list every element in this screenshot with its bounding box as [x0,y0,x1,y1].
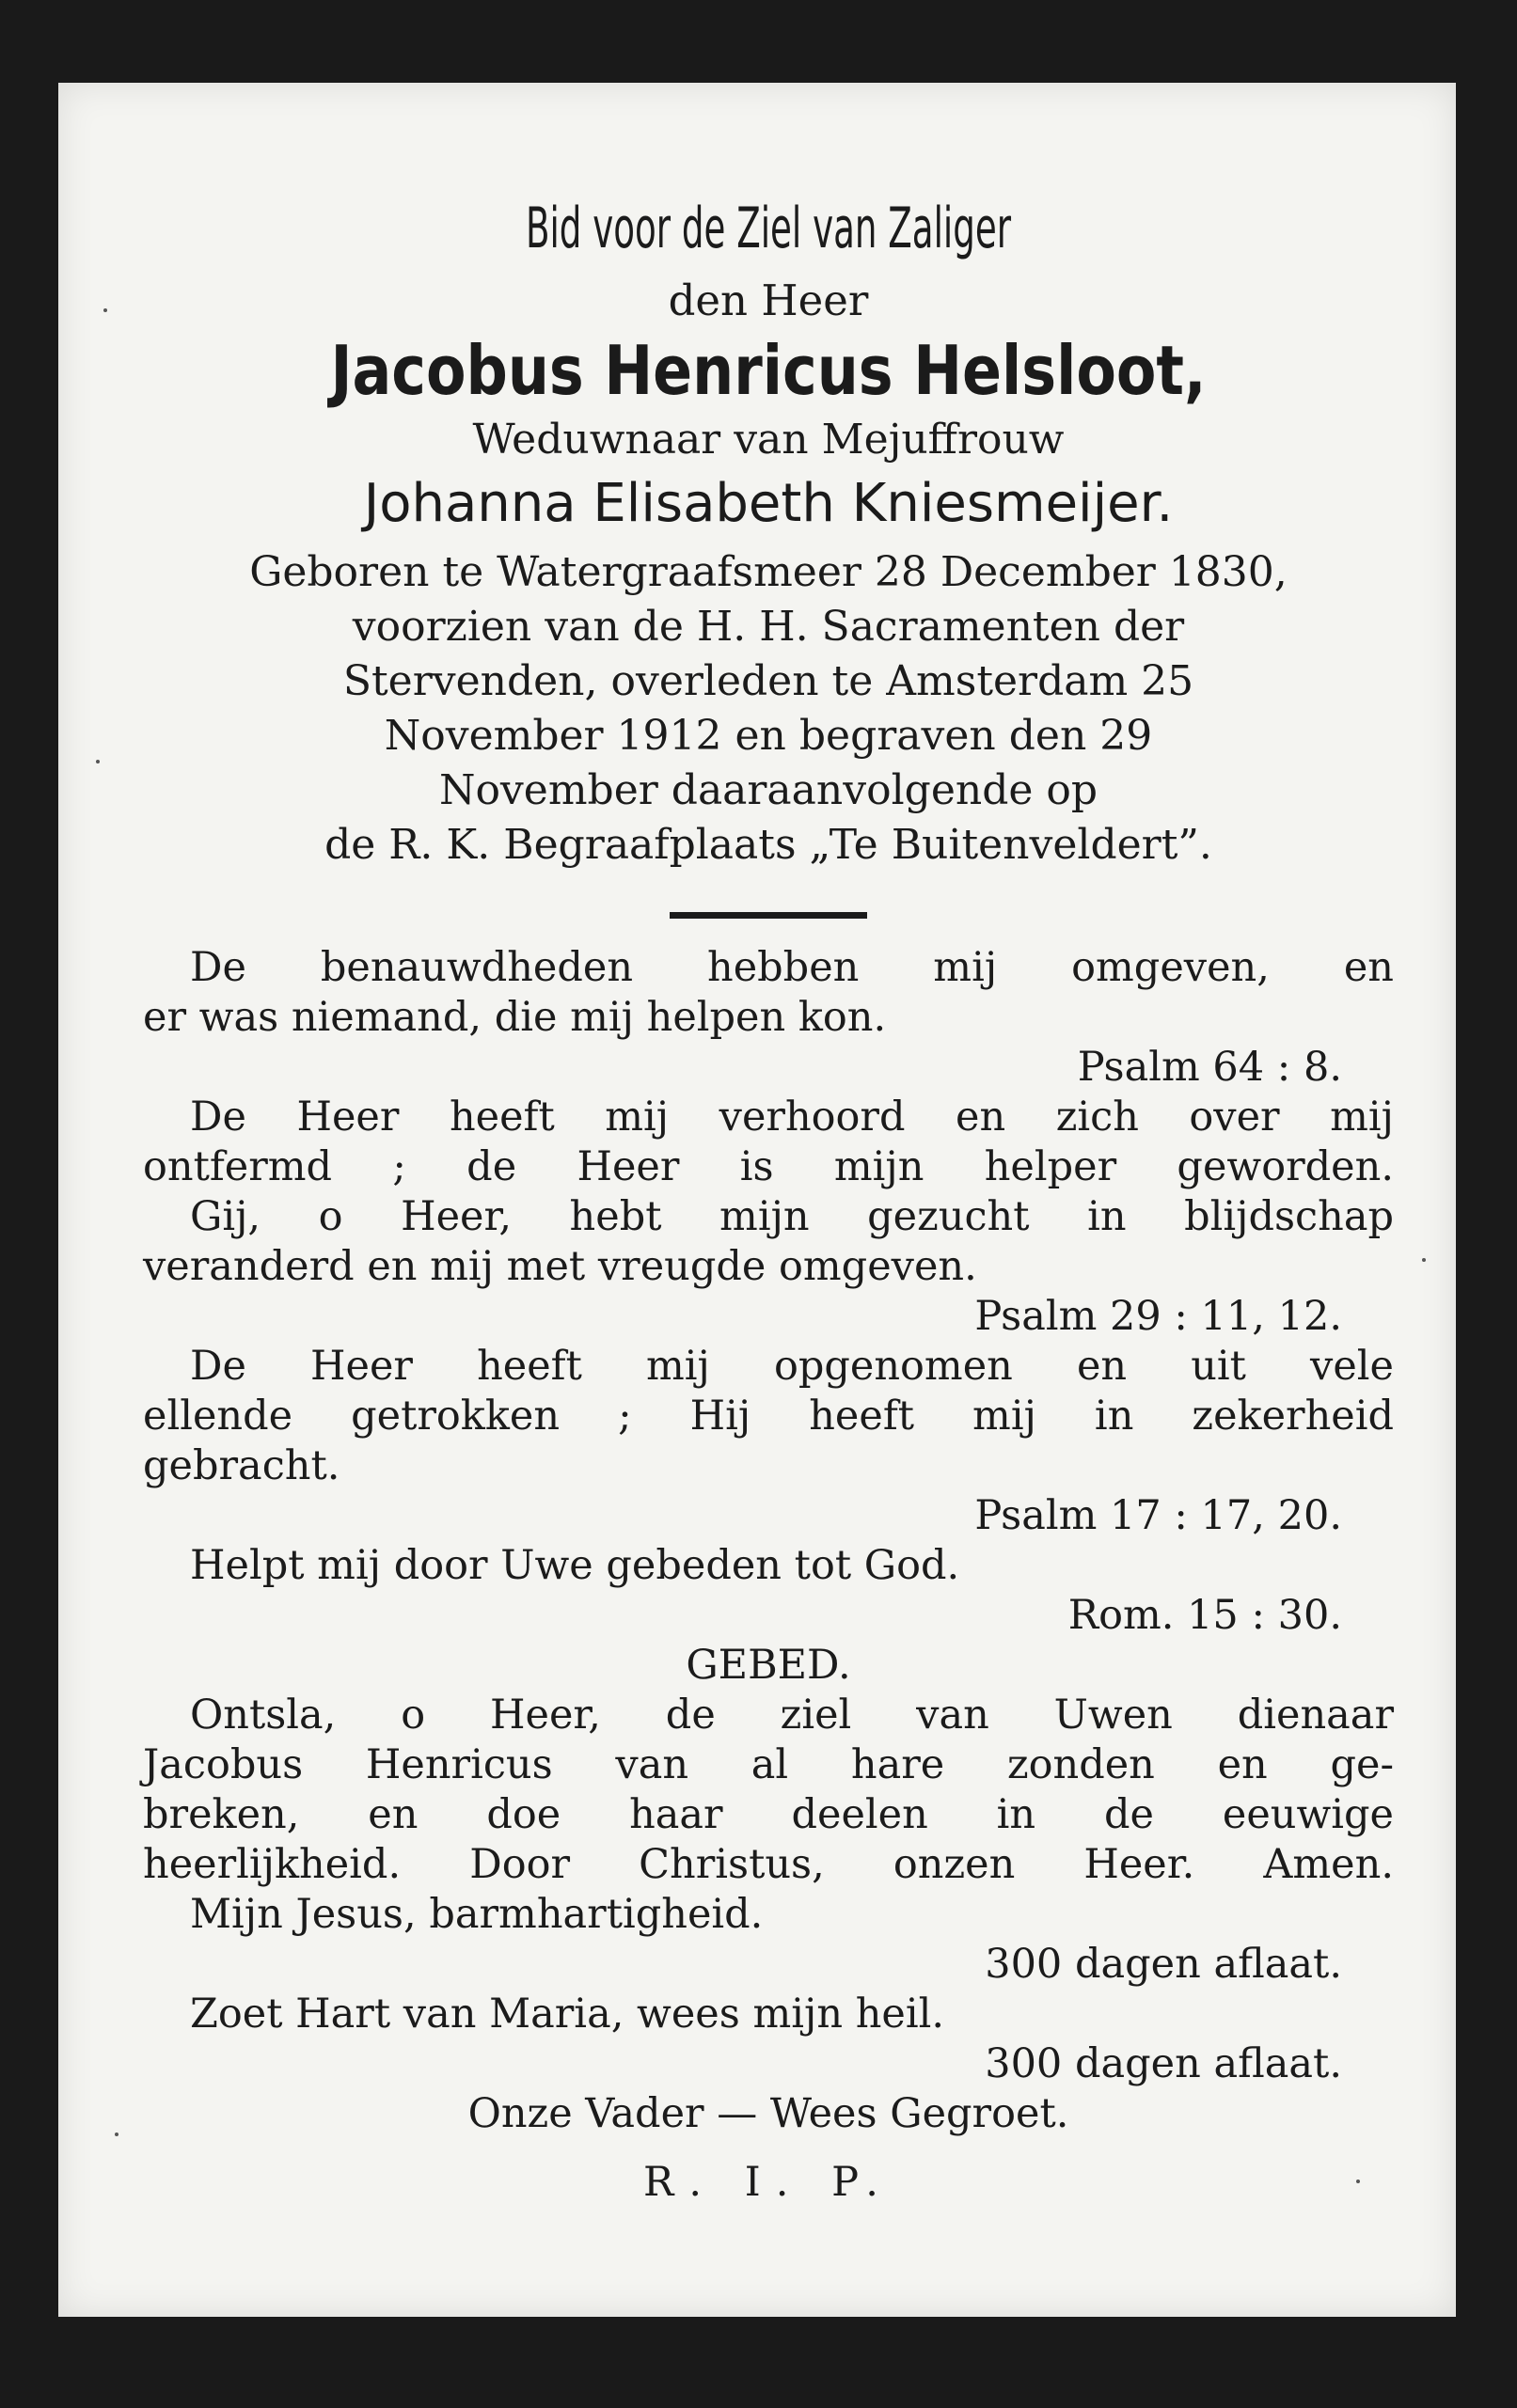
bio-line: voorzien van de H. H. Sacramenten der [352,603,1185,651]
scripture-reference: Psalm 64 : 8. [1077,1044,1342,1091]
verse-line: ontfermd ; de Heer is mijn helper geworden. [143,1143,1394,1190]
verse-line: De Heer heeft mij verhoord en zich over mij [190,1094,1394,1141]
invocation: Mijn Jesus, barmhartigheid. [190,1891,764,1938]
bio-line: November daaraanvolgende op [438,766,1098,814]
verse-line: De Heer heeft mij opgenomen en uit vele [190,1343,1394,1390]
verse-line: gebracht. [143,1442,340,1489]
scripture-reference: Psalm 17 : 17, 20. [974,1492,1342,1539]
verse-line: veranderd en mij met vreugde omgeven. [143,1243,977,1290]
paper-speck [1356,2180,1360,2183]
verse-line: De benauwdheden hebben mij omgeven, en [190,944,1394,991]
title-wrap [143,186,1394,271]
verse-line: Helpt mij door Uwe gebeden tot God. [190,1542,960,1589]
bio-line: Geboren te Watergraafsmeer 28 December 1830, [249,548,1288,596]
invocation: Zoet Hart van Maria, wees mijn heil. [190,1991,945,2038]
scripture-reference: Rom. 15 : 30. [1067,1592,1342,1639]
closing-prayers: Onze Vader — Wees Gegroet. [467,2090,1069,2137]
name-wrap [143,329,1394,412]
card-content [143,186,1394,2208]
prayer-line: Ontsla, o Heer, de ziel van Uwen dienaar [190,1692,1394,1739]
rip-line: R. I. P. [643,2159,893,2206]
scripture-reference: Psalm 29 : 11, 12. [974,1293,1342,1340]
scripture-section [143,943,1394,2208]
paper-speck [115,2133,119,2136]
indulgence-note: 300 dagen aflaat. [985,1941,1342,1988]
divider-rule [670,912,867,919]
indulgence-note: 300 dagen aflaat. [985,2040,1342,2087]
prayer-heading: GEBED. [686,1642,851,1689]
prayer-line: Jacobus Henricus van al hare zonden en ge- [143,1741,1394,1788]
biography [143,545,1394,873]
bio-line: Stervenden, overleden te Amsterdam 25 [342,657,1194,705]
den-heer-label: den Heer [668,275,869,325]
deceased-name: Jacobus Henricus Helsloot, [330,331,1207,410]
prayer-line: breken, en doe haar deelen in de eeuwige [143,1791,1394,1838]
wife-name: Johanna Elisabeth Kniesmeijer. [363,473,1174,534]
verse-line: Gij, o Heer, hebt mijn gezucht in blijdschap [190,1193,1394,1240]
bio-line: November 1912 en begraven den 29 [384,712,1153,760]
paper-speck [1422,1258,1426,1262]
widow-of-label: Weduwnaar van Mejuffrouw [472,416,1065,464]
bio-line: de R. K. Begraafplaats „Te Buitenveldert”. [324,821,1212,869]
verse-line: ellende getrokken ; Hij heeft mij in zekerheid [143,1393,1394,1440]
paper-speck [96,760,100,763]
card-title: Bid voor de Ziel van Zaliger [525,196,1012,261]
paper-speck [103,308,107,312]
memorial-card [58,83,1456,2317]
verse-line: er was niemand, die mij helpen kon. [143,994,887,1041]
prayer-line: heerlijkheid. Door Christus, onzen Heer. Amen. [143,1841,1394,1888]
